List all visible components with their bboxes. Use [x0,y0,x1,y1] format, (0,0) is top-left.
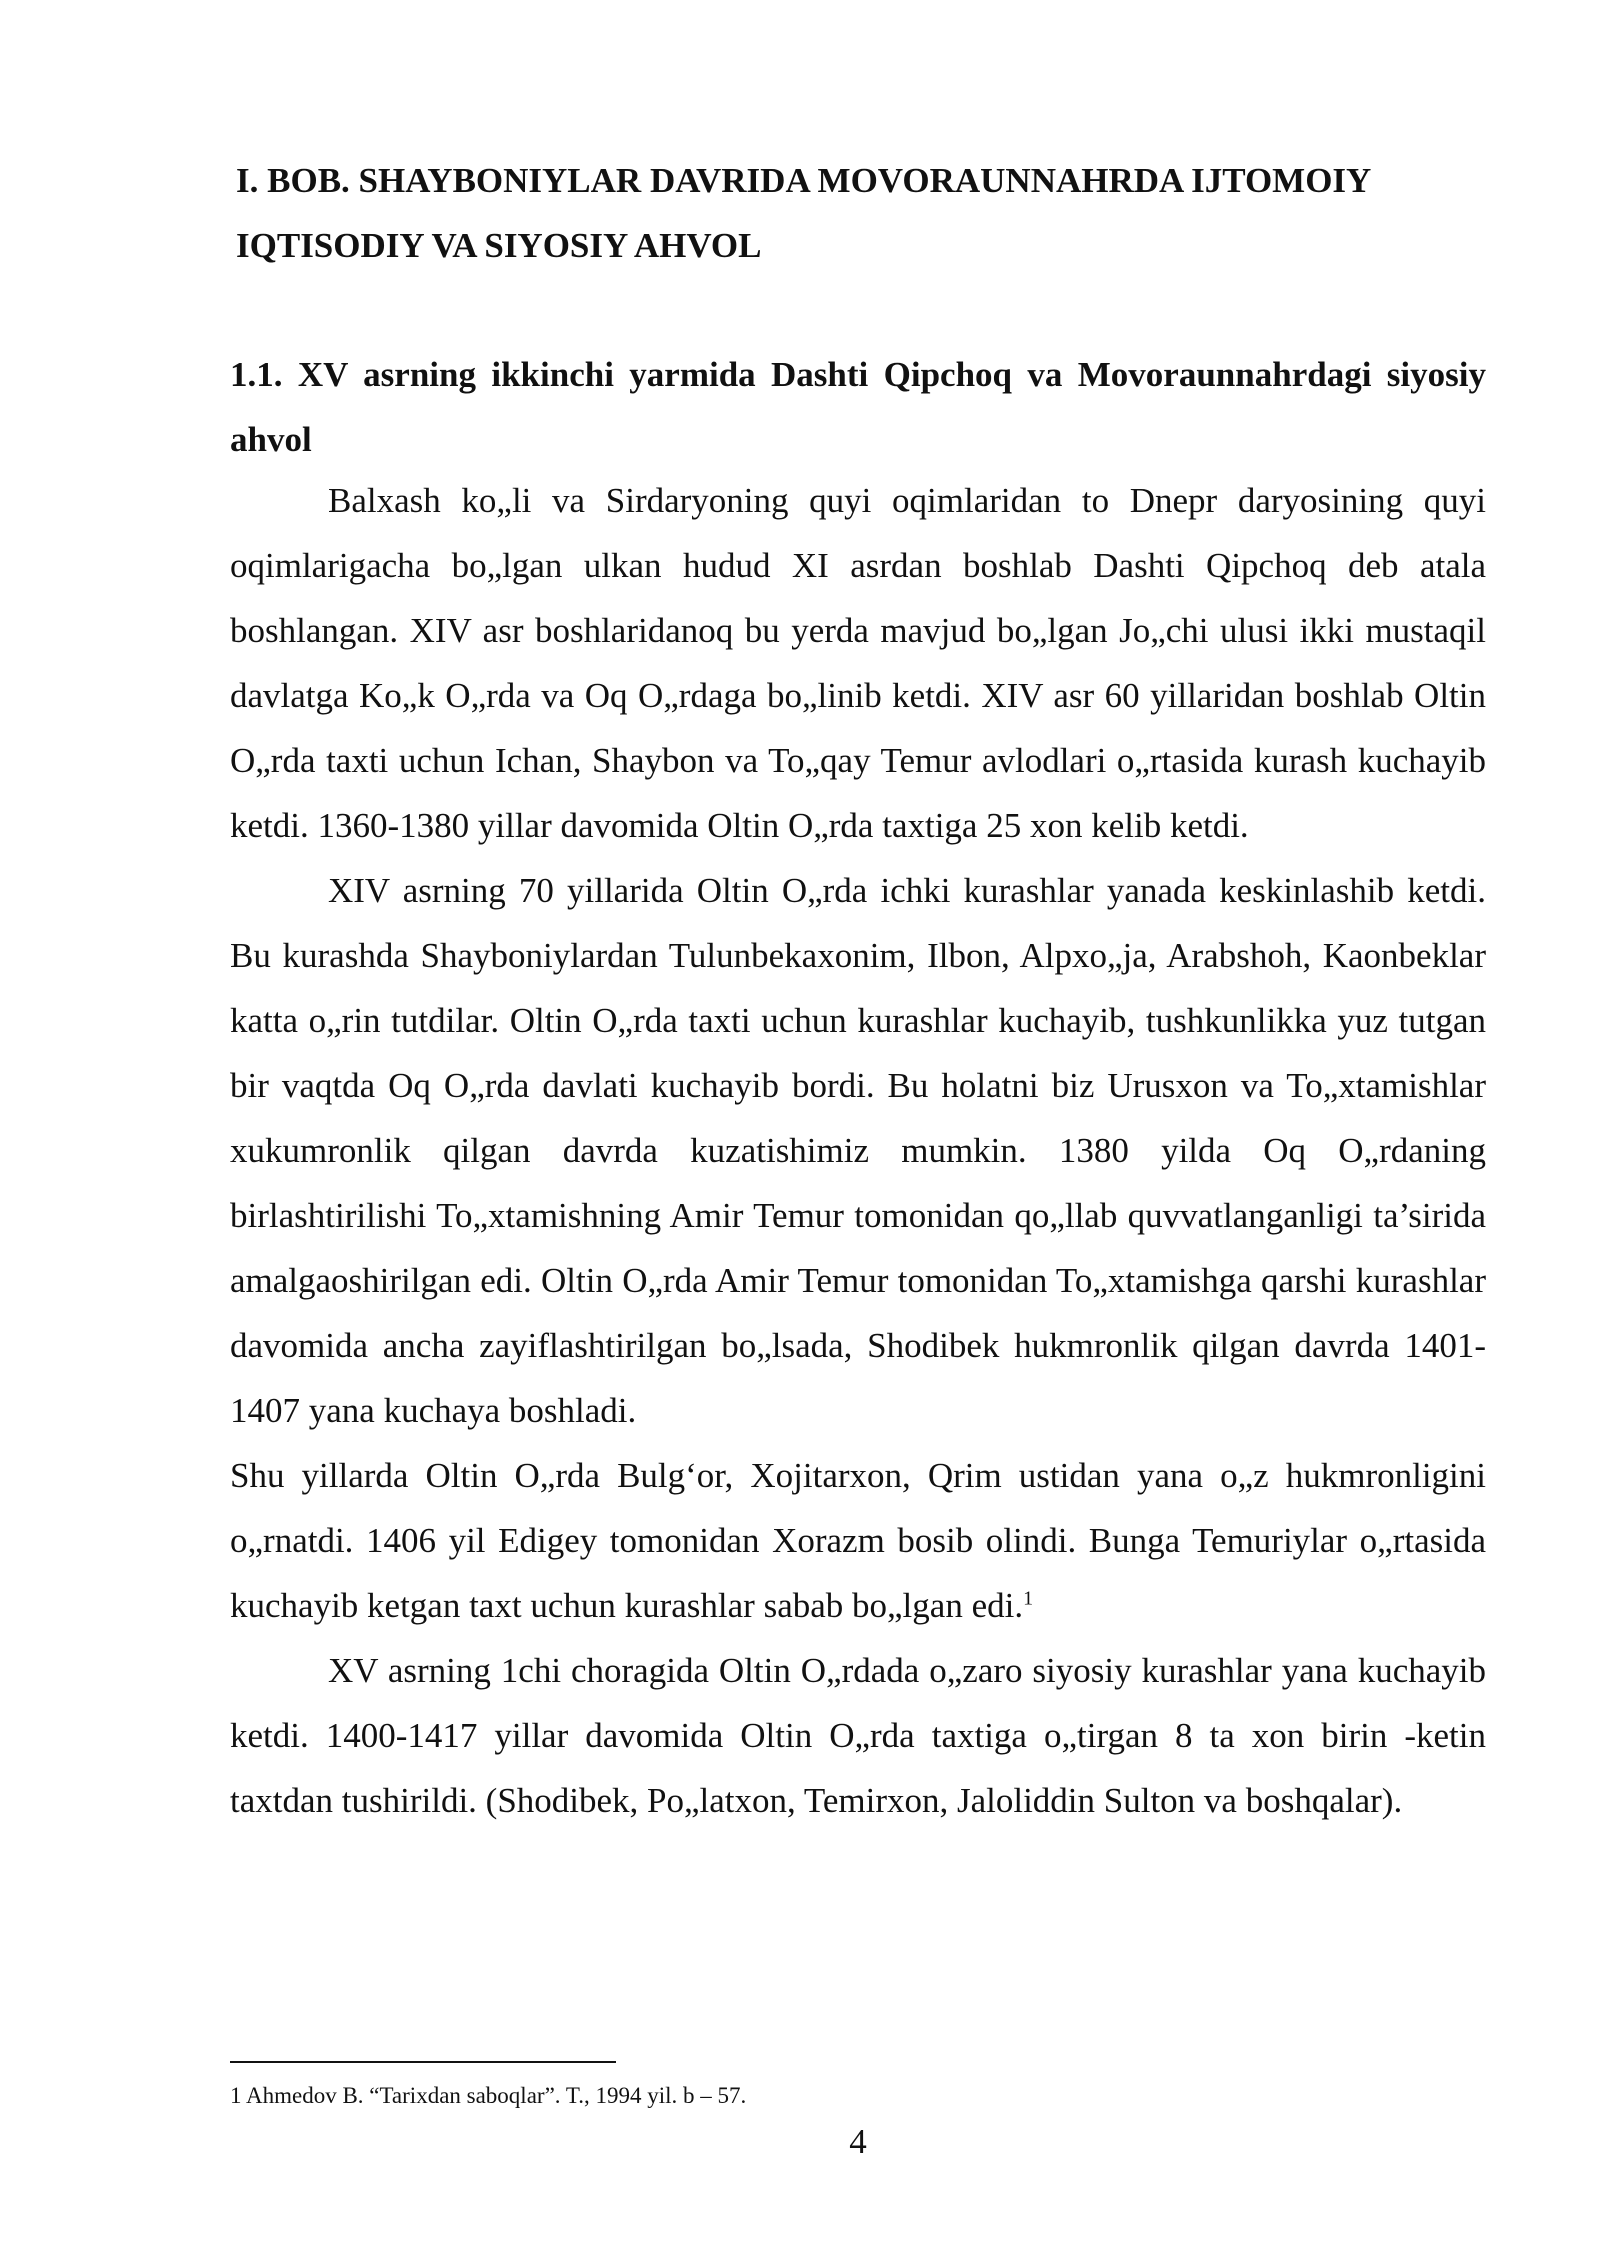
footnote-separator [230,2061,616,2063]
paragraph-4: XV asrning 1chi choragida Oltin O„rdada o„zaro siyosiy kurashlar yana kuchayib ketdi. 1400-1417 yillar davomida Oltin O„rda taxtiga o„tirgan 8 ta xon birin -ketin taxtdan tushirildi. (Shodibek, Po„latxon, Temirxon, Jaloliddin Sulton va boshqalar). [230,1651,1486,1820]
paragraph-1: Balxash ko„li va Sirdaryoning quyi oqimlaridan to Dnepr daryosining quyi oqimlarigacha bo„lgan ulkan hudud XI asrdan boshlab Dashti Qipchoq deb atala boshlangan. XIV asr boshlaridanoq bu yerda mavjud bo„lgan Jo„chi ulusi ikki mustaqil davlatga Ko„k O„rda va Oq O„rdaga bo„linib ketdi. XIV asr 60 yillaridan boshlab Oltin O„rda taxti uchun Ichan, Shaybon va To„qay Temur avlodlari o„rtasida kurash kuchayib ketdi. 1360-1380 yillar davomida Oltin O„rda taxtiga 25 xon kelib ketdi. [230,481,1486,845]
chapter-title: I. BOB. SHAYBONIYLAR DAVRIDA MOVORAUNNAHRDA IJTOMOIY IQTISODIY VA SIYOSIY AHVOL [236,161,1371,265]
body-text [230,468,1486,1833]
paragraph-3-text: Shu yillarda Oltin O„rda Bulg‘or, Xojitarxon, Qrim ustidan yana o„z hukmronligini o„rnatdi. 1406 yil Edigey tomonidan Xorazm bosib olindi. Bunga Temuriylar o„rtasida kuchayib ketgan taxt uchun kurashlar sabab bo„lgan edi. [230,1456,1486,1625]
page-number: 4 [849,2122,867,2161]
paragraph-3 [230,1443,1486,1638]
section-title: 1.1. XV asrning ikkinchi yarmida Dashti Qipchoq va Movoraunnahrdagi siyosiy ahvol [230,355,1486,459]
footnote: 1 Ahmedov B. “Tarixdan saboqlar”. T., 1994 yil. b – 57. [230,2083,747,2108]
paragraph-2: XIV asrning 70 yillarida Oltin O„rda ichki kurashlar yanada keskinlashib ketdi. Bu kurashda Shayboniylardan Tulunbekaxonim, Ilbon, Alpxo„ja, Arabshoh, Kaonbeklar katta o„rin tutdilar. Oltin O„rda taxti uchun kurashlar kuchayib, tushkunlikka yuz tutgan bir vaqtda Oq O„rda davlati kuchayib bordi. Bu holatni biz Urusxon va To„xtamishlar xukumronlik qilgan davrda kuzatishimiz mumkin. 1380 yilda Oq O„rdaning birlashtirilishi To„xtamishning Amir Temur tomonidan qo„llab quvvatlanganligi ta’sirida amalgaoshirilgan edi. Oltin O„rda Amir Temur tomonidan To„xtamishga qarshi kurashlar davomida ancha zayiflashtirilgan bo„lsada, Shodibek hukmronlik qilgan davrda 1401-1407 yana kuchaya boshladi. [230,871,1486,1430]
footnote-reference[interactable]: 1 [1023,1587,1034,1610]
